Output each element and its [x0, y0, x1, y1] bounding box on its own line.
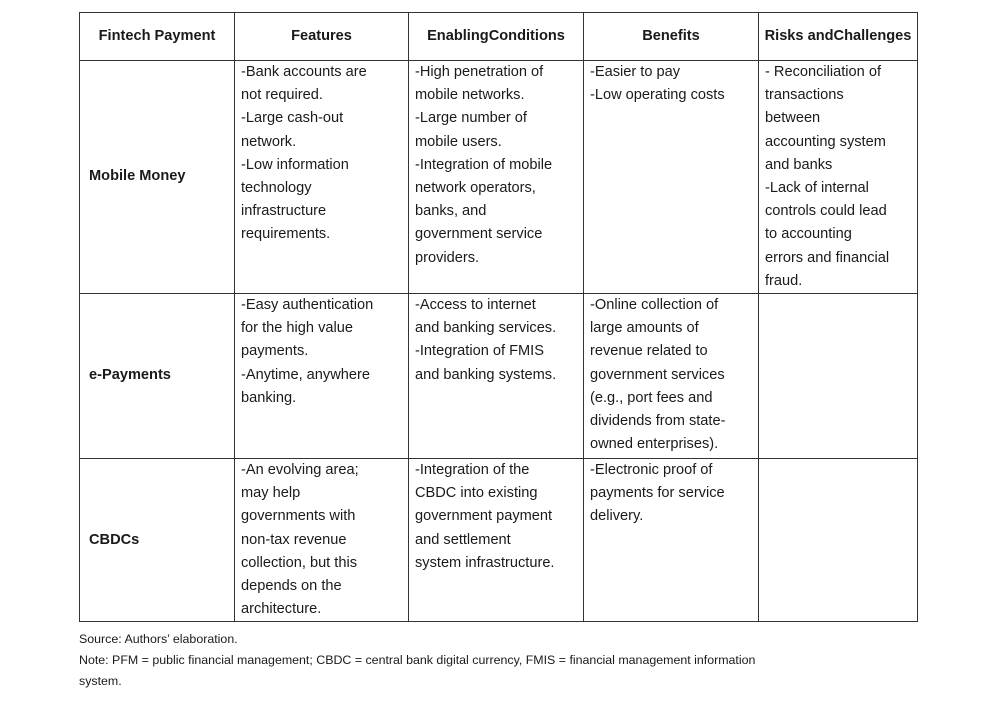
cell-line: banks, and — [415, 203, 487, 220]
table-row-e-payments — [80, 294, 918, 459]
cell-line: government services — [590, 366, 725, 383]
cell-line: transactions — [765, 87, 844, 104]
header-line: Features — [291, 27, 352, 44]
cell-line: -Bank accounts are — [241, 64, 367, 80]
cell-line: and banks — [765, 156, 833, 173]
cell-line: and settlement — [415, 531, 511, 548]
cell-line: mobile networks. — [415, 87, 525, 104]
cell-line: for the high value — [241, 320, 353, 337]
cell-line: large amounts of — [590, 320, 699, 337]
cell-line: -Online collection of — [590, 297, 719, 314]
fintech-comparison-table-container — [79, 12, 917, 622]
table-row-cbdcs — [80, 459, 918, 622]
header-enabling-conditions — [409, 13, 584, 61]
cell-line: -Low operating costs — [590, 87, 725, 104]
cell-enabling-conditions — [409, 294, 584, 459]
header-line: Risks and — [764, 27, 834, 44]
cell-line: architecture. — [241, 601, 322, 618]
cell-line: and banking services. — [415, 320, 557, 337]
header-line: Fintech Payment — [98, 27, 216, 44]
cell-line: may help — [241, 485, 301, 502]
cell-line: to accounting — [765, 226, 852, 243]
cell-line: depends on the — [241, 578, 342, 595]
cell-line: delivery. — [590, 508, 644, 525]
row-label: Mobile Money — [80, 61, 235, 294]
cell-enabling-conditions — [409, 61, 584, 294]
cell-line: -Low information — [241, 156, 349, 173]
cell-line: governments with — [241, 508, 356, 525]
cell-line: revenue related to — [590, 343, 708, 360]
cell-line: infrastructure — [241, 203, 327, 220]
header-line: Benefits — [642, 27, 700, 44]
cell-line: -Electronic proof of — [590, 462, 713, 479]
cell-risks-challenges — [759, 61, 918, 294]
cell-line: -Large cash-out — [241, 110, 344, 127]
fintech-comparison-table — [79, 12, 918, 622]
cell-line: providers. — [415, 249, 480, 266]
header-fintech-payment — [80, 13, 235, 61]
header-benefits — [584, 13, 759, 61]
cell-line: - Reconciliation of — [765, 64, 881, 80]
cell-line: dividends from state- — [590, 413, 726, 430]
cell-benefits — [584, 61, 759, 294]
cell-line: -Large number of — [415, 110, 527, 127]
abbreviation-note-continued: system. — [79, 674, 122, 688]
cell-line: -Integration of the — [415, 462, 530, 479]
cell-line: -Lack of internal — [765, 180, 869, 197]
cell-line: controls could lead — [765, 203, 887, 220]
cell-line: between — [765, 110, 821, 127]
cell-features — [235, 459, 409, 622]
header-line: Challenges — [833, 27, 912, 44]
header-line: Conditions — [488, 27, 565, 44]
cell-line: -An evolving area; — [241, 462, 359, 479]
row-label: e-Payments — [80, 294, 235, 459]
cell-line: payments. — [241, 343, 309, 360]
cell-line: requirements. — [241, 226, 331, 243]
cell-line: -Integration of mobile — [415, 156, 553, 173]
cell-line: (e.g., port fees and — [590, 389, 713, 406]
cell-line: banking. — [241, 389, 297, 406]
cell-line: -Easier to pay — [590, 64, 681, 80]
cell-enabling-conditions — [409, 459, 584, 622]
cell-risks-challenges — [759, 459, 918, 622]
header-features — [235, 13, 409, 61]
cell-line: -Easy authentication — [241, 297, 374, 314]
cell-line: -Integration of FMIS — [415, 343, 544, 360]
cell-line: and banking systems. — [415, 366, 557, 383]
cell-line: not required. — [241, 87, 323, 104]
table-header-row — [80, 13, 918, 61]
cell-line: CBDC into existing — [415, 485, 538, 502]
cell-benefits — [584, 294, 759, 459]
cell-line: accounting system — [765, 133, 886, 150]
cell-line: government payment — [415, 508, 553, 525]
cell-line: fraud. — [765, 272, 803, 289]
cell-line: mobile users. — [415, 133, 502, 150]
cell-line: payments for service — [590, 485, 725, 502]
cell-features — [235, 294, 409, 459]
cell-line: system infrastructure. — [415, 554, 555, 571]
abbreviation-note: Note: PFM = public financial management; CBDC = central bank digital currency, FMIS = financial management information — [79, 653, 756, 667]
cell-risks-challenges — [759, 294, 918, 459]
cell-line: -Anytime, anywhere — [241, 366, 370, 383]
cell-line: government service — [415, 226, 543, 243]
cell-line: network. — [241, 133, 297, 150]
table-row-mobile-money — [80, 61, 918, 294]
source-note: Source: Authors’ elaboration. — [79, 632, 238, 646]
cell-line: technology — [241, 180, 312, 197]
cell-features — [235, 61, 409, 294]
cell-line: collection, but this — [241, 554, 358, 571]
cell-line: errors and financial — [765, 249, 890, 266]
cell-line: -Access to internet — [415, 297, 536, 314]
cell-line: network operators, — [415, 180, 536, 197]
cell-line: non-tax revenue — [241, 531, 347, 548]
header-risks-challenges — [759, 13, 918, 61]
row-label: CBDCs — [80, 459, 235, 622]
header-line: Enabling — [427, 27, 489, 44]
cell-line: owned enterprises). — [590, 436, 719, 453]
cell-line: -High penetration of — [415, 64, 544, 80]
cell-benefits — [584, 459, 759, 622]
